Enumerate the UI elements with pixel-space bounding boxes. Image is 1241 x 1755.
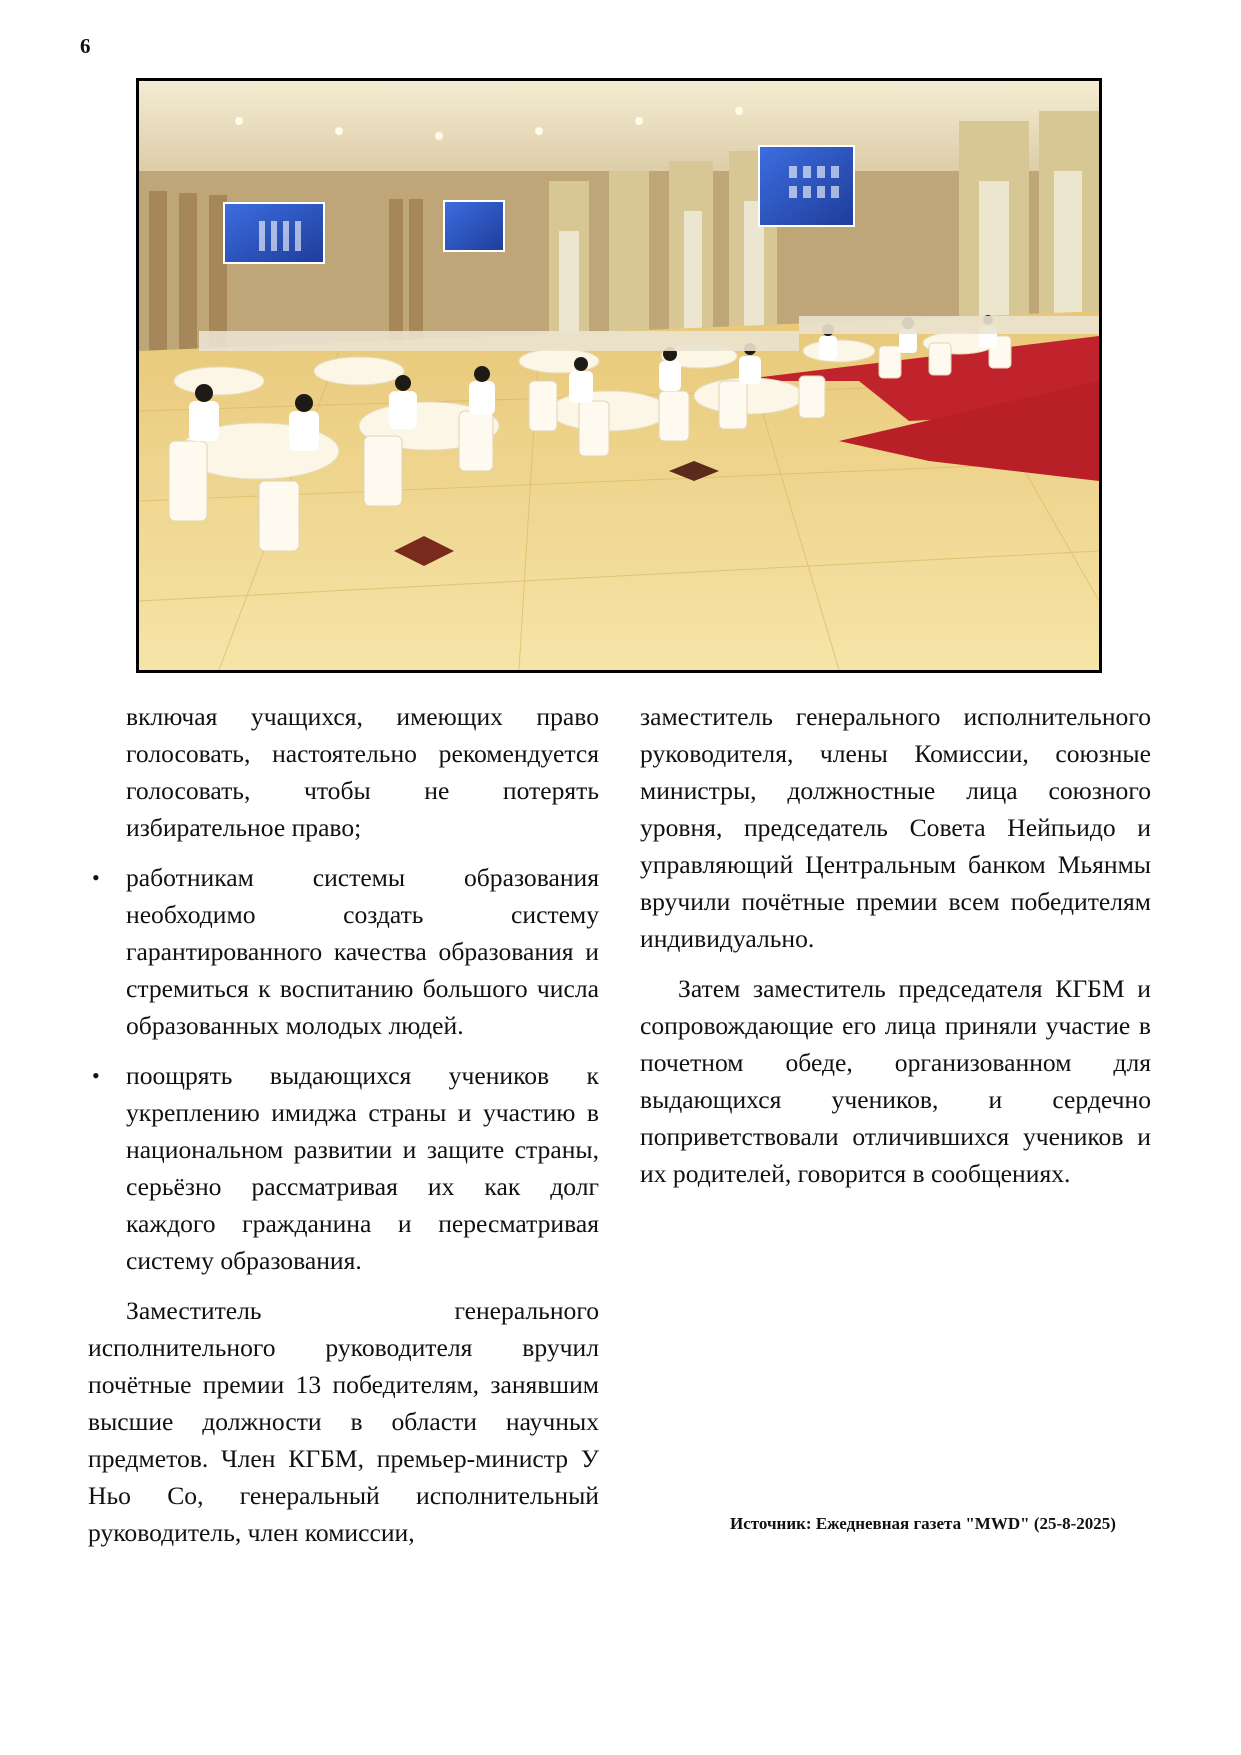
source-citation: Источник: Ежедневная газета "MWD" (25-8-2025): [730, 1514, 1116, 1533]
bullet-text: работникам системы образования необходимо создать систему гарантированного качества образования и стремиться к воспитанию большого числа образованных молодых людей.: [126, 863, 599, 1040]
photo-illustration: [139, 81, 1099, 670]
right-paragraph-2: Затем заместитель председателя КГБМ и сопровождающие его лица приняли участие в почетном обеде, организованном для выдающихся учеников, и сердечно поприветствовали отличившихся учеников и их родителей, говорится в сообщениях.: [640, 974, 1151, 1188]
banquet-hall-photo: [136, 78, 1102, 673]
page-number: 6: [80, 34, 91, 58]
right-column: [640, 698, 1151, 1205]
right-paragraph-1: заместитель генерального исполнительного руководителя, члены Комиссии, союзные министры, должностные лица союзного уровня, председатель Совета Нейпьидо и управляющий Центральным банком Мьянмы вручили почётные премии всем победителям индивидуально.: [640, 702, 1151, 953]
left-column: [88, 698, 599, 1564]
bullet-item: [88, 1057, 599, 1279]
continued-paragraph: включая учащихся, имеющих право голосовать, настоятельно рекомендуется голосовать, чтобы не потерять избирательное право;: [126, 702, 599, 842]
bullet-item: [88, 859, 599, 1044]
bullet-icon: •: [92, 1063, 100, 1088]
bullet-list: [88, 859, 599, 1279]
bullet-icon: •: [92, 865, 100, 890]
bullet-text: поощрять выдающихся учеников к укреплению имиджа страны и участию в национальном развитии и защите страны, серьёзно рассматривая их как долг каждого гражданина и пересматривая систему образования.: [126, 1061, 599, 1275]
awards-paragraph: Заместитель генерального исполнительного руководителя вручил почётные премии 13 победителям, занявшим высшие должности в области научных предметов. Член КГБМ, премьер-министр У Ньо Со, генеральный исполнительный руководитель, член комиссии,: [88, 1296, 599, 1547]
